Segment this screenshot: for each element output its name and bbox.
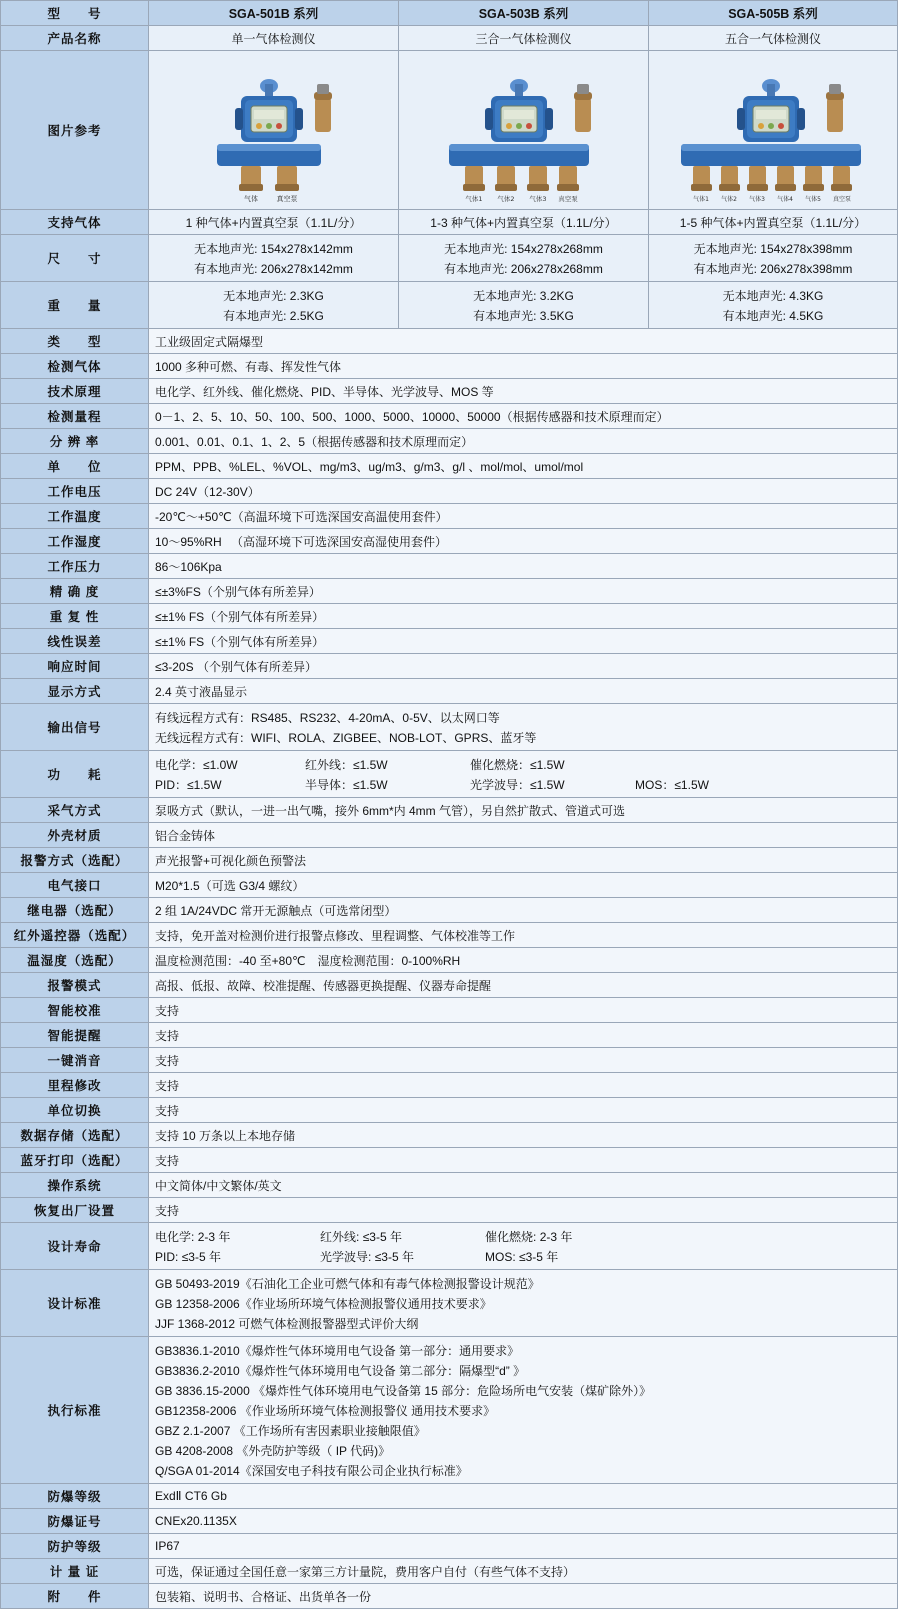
- table-row-linear: [1, 629, 898, 654]
- value-life: [149, 1223, 898, 1270]
- value-ex-level: ExdⅡ CT6 Gb: [149, 1484, 898, 1509]
- support-gas-503b: 1-3 种气体+内置真空泵（1.1L/分）: [399, 210, 649, 235]
- power-optical-key: 光学波导：: [470, 777, 531, 792]
- table-row-exec-std: [1, 1337, 898, 1484]
- table-row-output: [1, 704, 898, 751]
- table-row-temp-hum-opt: [1, 948, 898, 973]
- row-label-accuracy: 精 确 度: [1, 579, 149, 604]
- table-row-one-key: [1, 1048, 898, 1073]
- row-label-data-store: 数据存储（选配）: [1, 1123, 149, 1148]
- value-relay: 2 组 1A/24VDC 常开无源触点（可选常闭型）: [149, 898, 898, 923]
- power-catalytic: [470, 756, 565, 773]
- size-503b-line1: 无本地声光: 154x278x268mm: [444, 241, 603, 256]
- exec-std-item: Q/SGA 01-2014《深国安电子科技有限公司企业执行标准》: [155, 1463, 468, 1478]
- row-label-unit: 单 位: [1, 454, 149, 479]
- power-optical: [470, 776, 635, 793]
- table-row-resolution: [1, 429, 898, 454]
- life-electro-val: 2-3 年: [197, 1229, 231, 1244]
- power-mos: [635, 776, 709, 793]
- table-row-image-ref: [1, 51, 898, 210]
- row-label-bt-print: 蓝牙打印（选配）: [1, 1148, 149, 1173]
- table-row-pressure: [1, 554, 898, 579]
- row-label-ip-level: 防护等级: [1, 1534, 149, 1559]
- size-503b-line2: 有本地声光: 206x278x268mm: [444, 261, 603, 276]
- life-pid: [155, 1248, 320, 1265]
- value-exec-std: [149, 1337, 898, 1484]
- exec-std-item: GB12358-2006 《作业场所环境气体检测报警仪 通用技术要求》: [155, 1403, 496, 1418]
- device-image-505b: [649, 51, 898, 210]
- value-detect-gas: 1000 多种可燃、有毒、挥发性气体: [149, 354, 898, 379]
- row-label-os: 操作系统: [1, 1173, 149, 1198]
- row-label-smart-cal: 智能校准: [1, 998, 149, 1023]
- row-label-electric-port: 电气接口: [1, 873, 149, 898]
- weight-501b: [149, 282, 399, 329]
- size-503b: [399, 235, 649, 282]
- value-os: 中文简体/中文繁体/英文: [149, 1173, 898, 1198]
- row-label-accessory: 附 件: [1, 1584, 149, 1609]
- life-ir: [320, 1228, 485, 1245]
- life-optical-key: 光学波导:: [320, 1249, 372, 1264]
- design-std-item: GB 50493-2019《石油化工企业可燃气体和有毒气体检测报警设计规范》: [155, 1276, 540, 1291]
- exec-std-item: GB 4208-2008 《外壳防护等级（ IP 代码)》: [155, 1443, 391, 1458]
- table-row-accessory: [1, 1584, 898, 1609]
- value-restore: 支持: [149, 1198, 898, 1223]
- device-illustration-6port: [651, 56, 896, 204]
- value-output: [149, 704, 898, 751]
- table-row-bt-print: [1, 1148, 898, 1173]
- table-row-smart-remind: [1, 1023, 898, 1048]
- value-type: 工业级固定式隔爆型: [149, 329, 898, 354]
- table-row-humidity: [1, 529, 898, 554]
- row-label-support-gas: 支持气体: [1, 210, 149, 235]
- table-row-smart-cal: [1, 998, 898, 1023]
- table-row-alarm-mode-opt: [1, 848, 898, 873]
- row-label-power: 功 耗: [1, 751, 149, 798]
- table-row-power: [1, 751, 898, 798]
- life-catalytic-key: 催化燃烧:: [485, 1229, 537, 1244]
- life-mos: [485, 1248, 558, 1265]
- svg-text:气体: 气体: [243, 195, 258, 203]
- value-pressure: 86～106Kpa: [149, 554, 898, 579]
- table-row-remote: [1, 923, 898, 948]
- row-label-temp-hum-opt: 温湿度（选配）: [1, 948, 149, 973]
- size-501b: [149, 235, 399, 282]
- table-row-product-name: [1, 26, 898, 51]
- life-row-1: [155, 1226, 891, 1246]
- row-label-output: 输出信号: [1, 704, 149, 751]
- value-smart-cal: 支持: [149, 998, 898, 1023]
- value-unit: PPM、PPB、%LEL、%VOL、mg/m3、ug/m3、g/m3、g/l 、mol/mol、umol/mol: [149, 454, 898, 479]
- output-wired: 有线远程方式有：RS485、RS232、4-20mA、0-5V、以太网口等: [155, 710, 500, 725]
- value-smart-remind: 支持: [149, 1023, 898, 1048]
- table-row-ex-level: [1, 1484, 898, 1509]
- model-505b: SGA-505B 系列: [649, 1, 898, 26]
- row-label-alarm-mode-opt: 报警方式（选配）: [1, 848, 149, 873]
- output-wireless: 无线远程方式有：WIFI、ROLA、ZIGBEE、NOB-LOT、GPRS、蓝牙等: [155, 730, 537, 745]
- life-catalytic-val: 2-3 年: [539, 1229, 573, 1244]
- row-label-weight: 重 量: [1, 282, 149, 329]
- device-illustration-2port: [169, 56, 379, 204]
- row-label-range-fix: 里程修改: [1, 1073, 149, 1098]
- table-row-ex-cert: [1, 1509, 898, 1534]
- life-pid-key: PID:: [155, 1249, 179, 1264]
- svg-text:气体1: 气体1: [693, 196, 709, 203]
- power-electro: [155, 756, 305, 773]
- power-pid-key: PID：: [155, 777, 188, 792]
- value-range-fix: 支持: [149, 1073, 898, 1098]
- power-semi-key: 半导体：: [305, 777, 354, 792]
- power-ir-val: ≤1.5W: [353, 757, 388, 772]
- life-row-2: [155, 1246, 891, 1266]
- value-shell: 铝合金铸体: [149, 823, 898, 848]
- table-row-unit: [1, 454, 898, 479]
- life-electro-key: 电化学:: [155, 1229, 195, 1244]
- power-semi-val: ≤1.5W: [353, 777, 388, 792]
- life-ir-key: 红外线:: [320, 1229, 360, 1244]
- design-std-item: JJF 1368-2012 可燃气体检测报警器型式评价大纲: [155, 1316, 419, 1331]
- size-505b-line1: 无本地声光: 154x278x398mm: [693, 241, 853, 256]
- value-repeat: ≤±1% FS（个别气体有所差异）: [149, 604, 898, 629]
- table-row-restore: [1, 1198, 898, 1223]
- table-row-detect-gas: [1, 354, 898, 379]
- row-label-principle: 技术原理: [1, 379, 149, 404]
- value-bt-print: 支持: [149, 1148, 898, 1173]
- table-row-type: [1, 329, 898, 354]
- table-row-weight: [1, 282, 898, 329]
- power-mos-val: ≤1.5W: [674, 777, 709, 792]
- table-row-display: [1, 679, 898, 704]
- row-label-unit-switch: 单位切换: [1, 1098, 149, 1123]
- svg-text:真空泵: 真空泵: [557, 195, 578, 203]
- table-row-os: [1, 1173, 898, 1198]
- power-optical-val: ≤1.5W: [530, 777, 565, 792]
- value-range: 0－1、2、5、10、50、100、500、1000、5000、10000、50000（根据传感器和技术原理而定）: [149, 404, 898, 429]
- power-mos-key: MOS：: [635, 777, 675, 792]
- row-label-voltage: 工作电压: [1, 479, 149, 504]
- value-one-key: 支持: [149, 1048, 898, 1073]
- device-image-501b: [149, 51, 399, 210]
- size-501b-line2: 有本地声光: 206x278x142mm: [194, 261, 353, 276]
- device-illustration-4port: [409, 56, 639, 204]
- power-pid-val: ≤1.5W: [187, 777, 222, 792]
- power-pid: [155, 776, 305, 793]
- svg-text:气体1: 气体1: [464, 195, 483, 203]
- row-label-shell: 外壳材质: [1, 823, 149, 848]
- size-501b-line1: 无本地声光: 154x278x142mm: [194, 241, 353, 256]
- life-optical-val: ≤3-5 年: [374, 1249, 414, 1264]
- value-sampling: 泵吸方式（默认，一进一出气嘴，接外 6mm*内 4mm 气管），另自然扩散式、管道式可选: [149, 798, 898, 823]
- row-label-pressure: 工作压力: [1, 554, 149, 579]
- power-catalytic-val: ≤1.5W: [530, 757, 565, 772]
- row-label-exec-std: 执行标准: [1, 1337, 149, 1484]
- power-row-1: [155, 754, 891, 774]
- row-label-sampling: 采气方式: [1, 798, 149, 823]
- size-505b: [649, 235, 898, 282]
- value-response: ≤3-20S （个别气体有所差异）: [149, 654, 898, 679]
- life-ir-val: ≤3-5 年: [362, 1229, 402, 1244]
- svg-text:真空泵: 真空泵: [832, 196, 852, 203]
- row-label-restore: 恢复出厂设置: [1, 1198, 149, 1223]
- value-principle: 电化学、红外线、催化燃烧、PID、半导体、光学波导、MOS 等: [149, 379, 898, 404]
- design-std-item: GB 12358-2006《作业场所环境气体检测报警仪通用技术要求》: [155, 1296, 492, 1311]
- row-label-alarm-mode: 报警模式: [1, 973, 149, 998]
- table-row-support-gas: [1, 210, 898, 235]
- weight-503b-line1: 无本地声光: 3.2KG: [473, 288, 574, 303]
- product-name-503b: 三合一气体检测仪: [399, 26, 649, 51]
- weight-505b-line1: 无本地声光: 4.3KG: [722, 288, 824, 303]
- row-label-humidity: 工作湿度: [1, 529, 149, 554]
- table-row-accuracy: [1, 579, 898, 604]
- row-label-repeat: 重 复 性: [1, 604, 149, 629]
- value-remote: 支持，免开盖对检测价进行报警点修改、里程调整、气体校准等工作: [149, 923, 898, 948]
- row-label-meter-cert: 计 量 证: [1, 1559, 149, 1584]
- row-label-response: 响应时间: [1, 654, 149, 679]
- power-row-2: [155, 774, 891, 794]
- row-label-ex-level: 防爆等级: [1, 1484, 149, 1509]
- size-505b-line2: 有本地声光: 206x278x398mm: [693, 261, 853, 276]
- table-row-relay: [1, 898, 898, 923]
- table-row-data-store: [1, 1123, 898, 1148]
- table-row-response: [1, 654, 898, 679]
- value-accuracy: ≤±3%FS（个别气体有所差异）: [149, 579, 898, 604]
- svg-text:气体4: 气体4: [777, 196, 793, 203]
- row-label-size: 尺 寸: [1, 235, 149, 282]
- life-catalytic: [485, 1228, 572, 1245]
- table-row-temperature: [1, 504, 898, 529]
- value-electric-port: M20*1.5（可选 G3/4 螺纹）: [149, 873, 898, 898]
- product-name-501b: 单一气体检测仪: [149, 26, 399, 51]
- value-ip-level: IP67: [149, 1534, 898, 1559]
- value-linear: ≤±1% FS（个别气体有所差异）: [149, 629, 898, 654]
- value-design-std: [149, 1270, 898, 1337]
- exec-std-item: GB3836.1-2010《爆炸性气体环境用电气设备 第一部分：通用要求》: [155, 1343, 520, 1358]
- value-unit-switch: 支持: [149, 1098, 898, 1123]
- row-label-smart-remind: 智能提醒: [1, 1023, 149, 1048]
- weight-503b-line2: 有本地声光: 3.5KG: [473, 308, 574, 323]
- model-503b: SGA-503B 系列: [399, 1, 649, 26]
- value-alarm-mode: 高报、低报、故障、校准提醒、传感器更换提醒、仪器寿命提醒: [149, 973, 898, 998]
- life-pid-val: ≤3-5 年: [181, 1249, 221, 1264]
- model-501b: SGA-501B 系列: [149, 1, 399, 26]
- value-temperature: -20℃～+50℃（高温环境下可选深国安高温使用套件）: [149, 504, 898, 529]
- table-row-principle: [1, 379, 898, 404]
- value-ex-cert: CNEx20.1135X: [149, 1509, 898, 1534]
- power-ir-key: 红外线：: [305, 757, 354, 772]
- value-temp-hum-opt: 温度检测范围：-40 至+80℃ 湿度检测范围：0-100%RH: [149, 948, 898, 973]
- row-label-relay: 继电器（选配）: [1, 898, 149, 923]
- row-label-design-std: 设计标准: [1, 1270, 149, 1337]
- svg-text:气体2: 气体2: [496, 195, 515, 203]
- table-row-shell: [1, 823, 898, 848]
- table-row-repeat: [1, 604, 898, 629]
- row-label-product-name: 产品名称: [1, 26, 149, 51]
- value-display: 2.4 英寸液晶显示: [149, 679, 898, 704]
- value-alarm-mode-opt: 声光报警+可视化颜色预警法: [149, 848, 898, 873]
- row-label-remote: 红外遥控器（选配）: [1, 923, 149, 948]
- row-label-life: 设计寿命: [1, 1223, 149, 1270]
- table-row-sampling: [1, 798, 898, 823]
- support-gas-505b: 1-5 种气体+内置真空泵（1.1L/分）: [649, 210, 898, 235]
- row-label-detect-gas: 检测气体: [1, 354, 149, 379]
- life-optical: [320, 1248, 485, 1265]
- life-mos-val: ≤3-5 年: [519, 1249, 559, 1264]
- power-ir: [305, 756, 470, 773]
- table-row-size: [1, 235, 898, 282]
- life-mos-key: MOS:: [485, 1249, 516, 1264]
- power-semi: [305, 776, 470, 793]
- svg-text:气体2: 气体2: [721, 196, 737, 203]
- row-label-linear: 线性误差: [1, 629, 149, 654]
- row-label-display: 显示方式: [1, 679, 149, 704]
- svg-text:真空泵: 真空泵: [276, 195, 297, 203]
- table-row-meter-cert: [1, 1559, 898, 1584]
- value-power: [149, 751, 898, 798]
- svg-text:气体3: 气体3: [749, 196, 765, 203]
- value-data-store: 支持 10 万条以上本地存储: [149, 1123, 898, 1148]
- support-gas-501b: 1 种气体+内置真空泵（1.1L/分）: [149, 210, 399, 235]
- weight-501b-line2: 有本地声光: 2.5KG: [223, 308, 324, 323]
- power-electro-key: 电化学：: [155, 757, 204, 772]
- table-row-range-fix: [1, 1073, 898, 1098]
- value-humidity: 10～95%RH （高湿环境下可选深国安高湿使用套件）: [149, 529, 898, 554]
- exec-std-item: GBZ 2.1-2007 《工作场所有害因素职业接触限值》: [155, 1423, 426, 1438]
- row-label-range: 检测量程: [1, 404, 149, 429]
- table-row-voltage: [1, 479, 898, 504]
- exec-std-item: GB3836.2-2010《爆炸性气体环境用电气设备 第二部分：隔爆型“d” 》: [155, 1363, 526, 1378]
- life-electro: [155, 1228, 320, 1245]
- table-row-electric-port: [1, 873, 898, 898]
- exec-std-item: GB 3836.15-2000 《爆炸性气体环境用电气设备第 15 部分：危险场所电气安装（煤矿除外）》: [155, 1383, 652, 1398]
- product-name-505b: 五合一气体检测仪: [649, 26, 898, 51]
- svg-text:气体5: 气体5: [805, 196, 821, 203]
- row-label-ex-cert: 防爆证号: [1, 1509, 149, 1534]
- power-electro-val: ≤1.0W: [203, 757, 238, 772]
- table-row-design-std: [1, 1270, 898, 1337]
- svg-text:气体3: 气体3: [528, 195, 547, 203]
- table-row-life: [1, 1223, 898, 1270]
- row-label-model: 型 号: [1, 1, 149, 26]
- table-row-range: [1, 404, 898, 429]
- power-catalytic-key: 催化燃烧：: [470, 757, 531, 772]
- device-image-503b: [399, 51, 649, 210]
- row-label-image-ref: 图片参考: [1, 51, 149, 210]
- value-voltage: DC 24V（12-30V）: [149, 479, 898, 504]
- weight-503b: [399, 282, 649, 329]
- value-accessory: 包装箱、说明书、合格证、出货单各一份: [149, 1584, 898, 1609]
- table-row-ip-level: [1, 1534, 898, 1559]
- weight-505b: [649, 282, 898, 329]
- weight-505b-line2: 有本地声光: 4.5KG: [722, 308, 824, 323]
- row-label-type: 类 型: [1, 329, 149, 354]
- table-row-model: [1, 1, 898, 26]
- table-row-unit-switch: [1, 1098, 898, 1123]
- value-meter-cert: 可选，保证通过全国任意一家第三方计量院，费用客户自付（有些气体不支持）: [149, 1559, 898, 1584]
- value-resolution: 0.001、0.01、0.1、1、2、5（根据传感器和技术原理而定）: [149, 429, 898, 454]
- weight-501b-line1: 无本地声光: 2.3KG: [223, 288, 324, 303]
- row-label-one-key: 一键消音: [1, 1048, 149, 1073]
- table-row-alarm-mode: [1, 973, 898, 998]
- row-label-temperature: 工作温度: [1, 504, 149, 529]
- row-label-resolution: 分 辨 率: [1, 429, 149, 454]
